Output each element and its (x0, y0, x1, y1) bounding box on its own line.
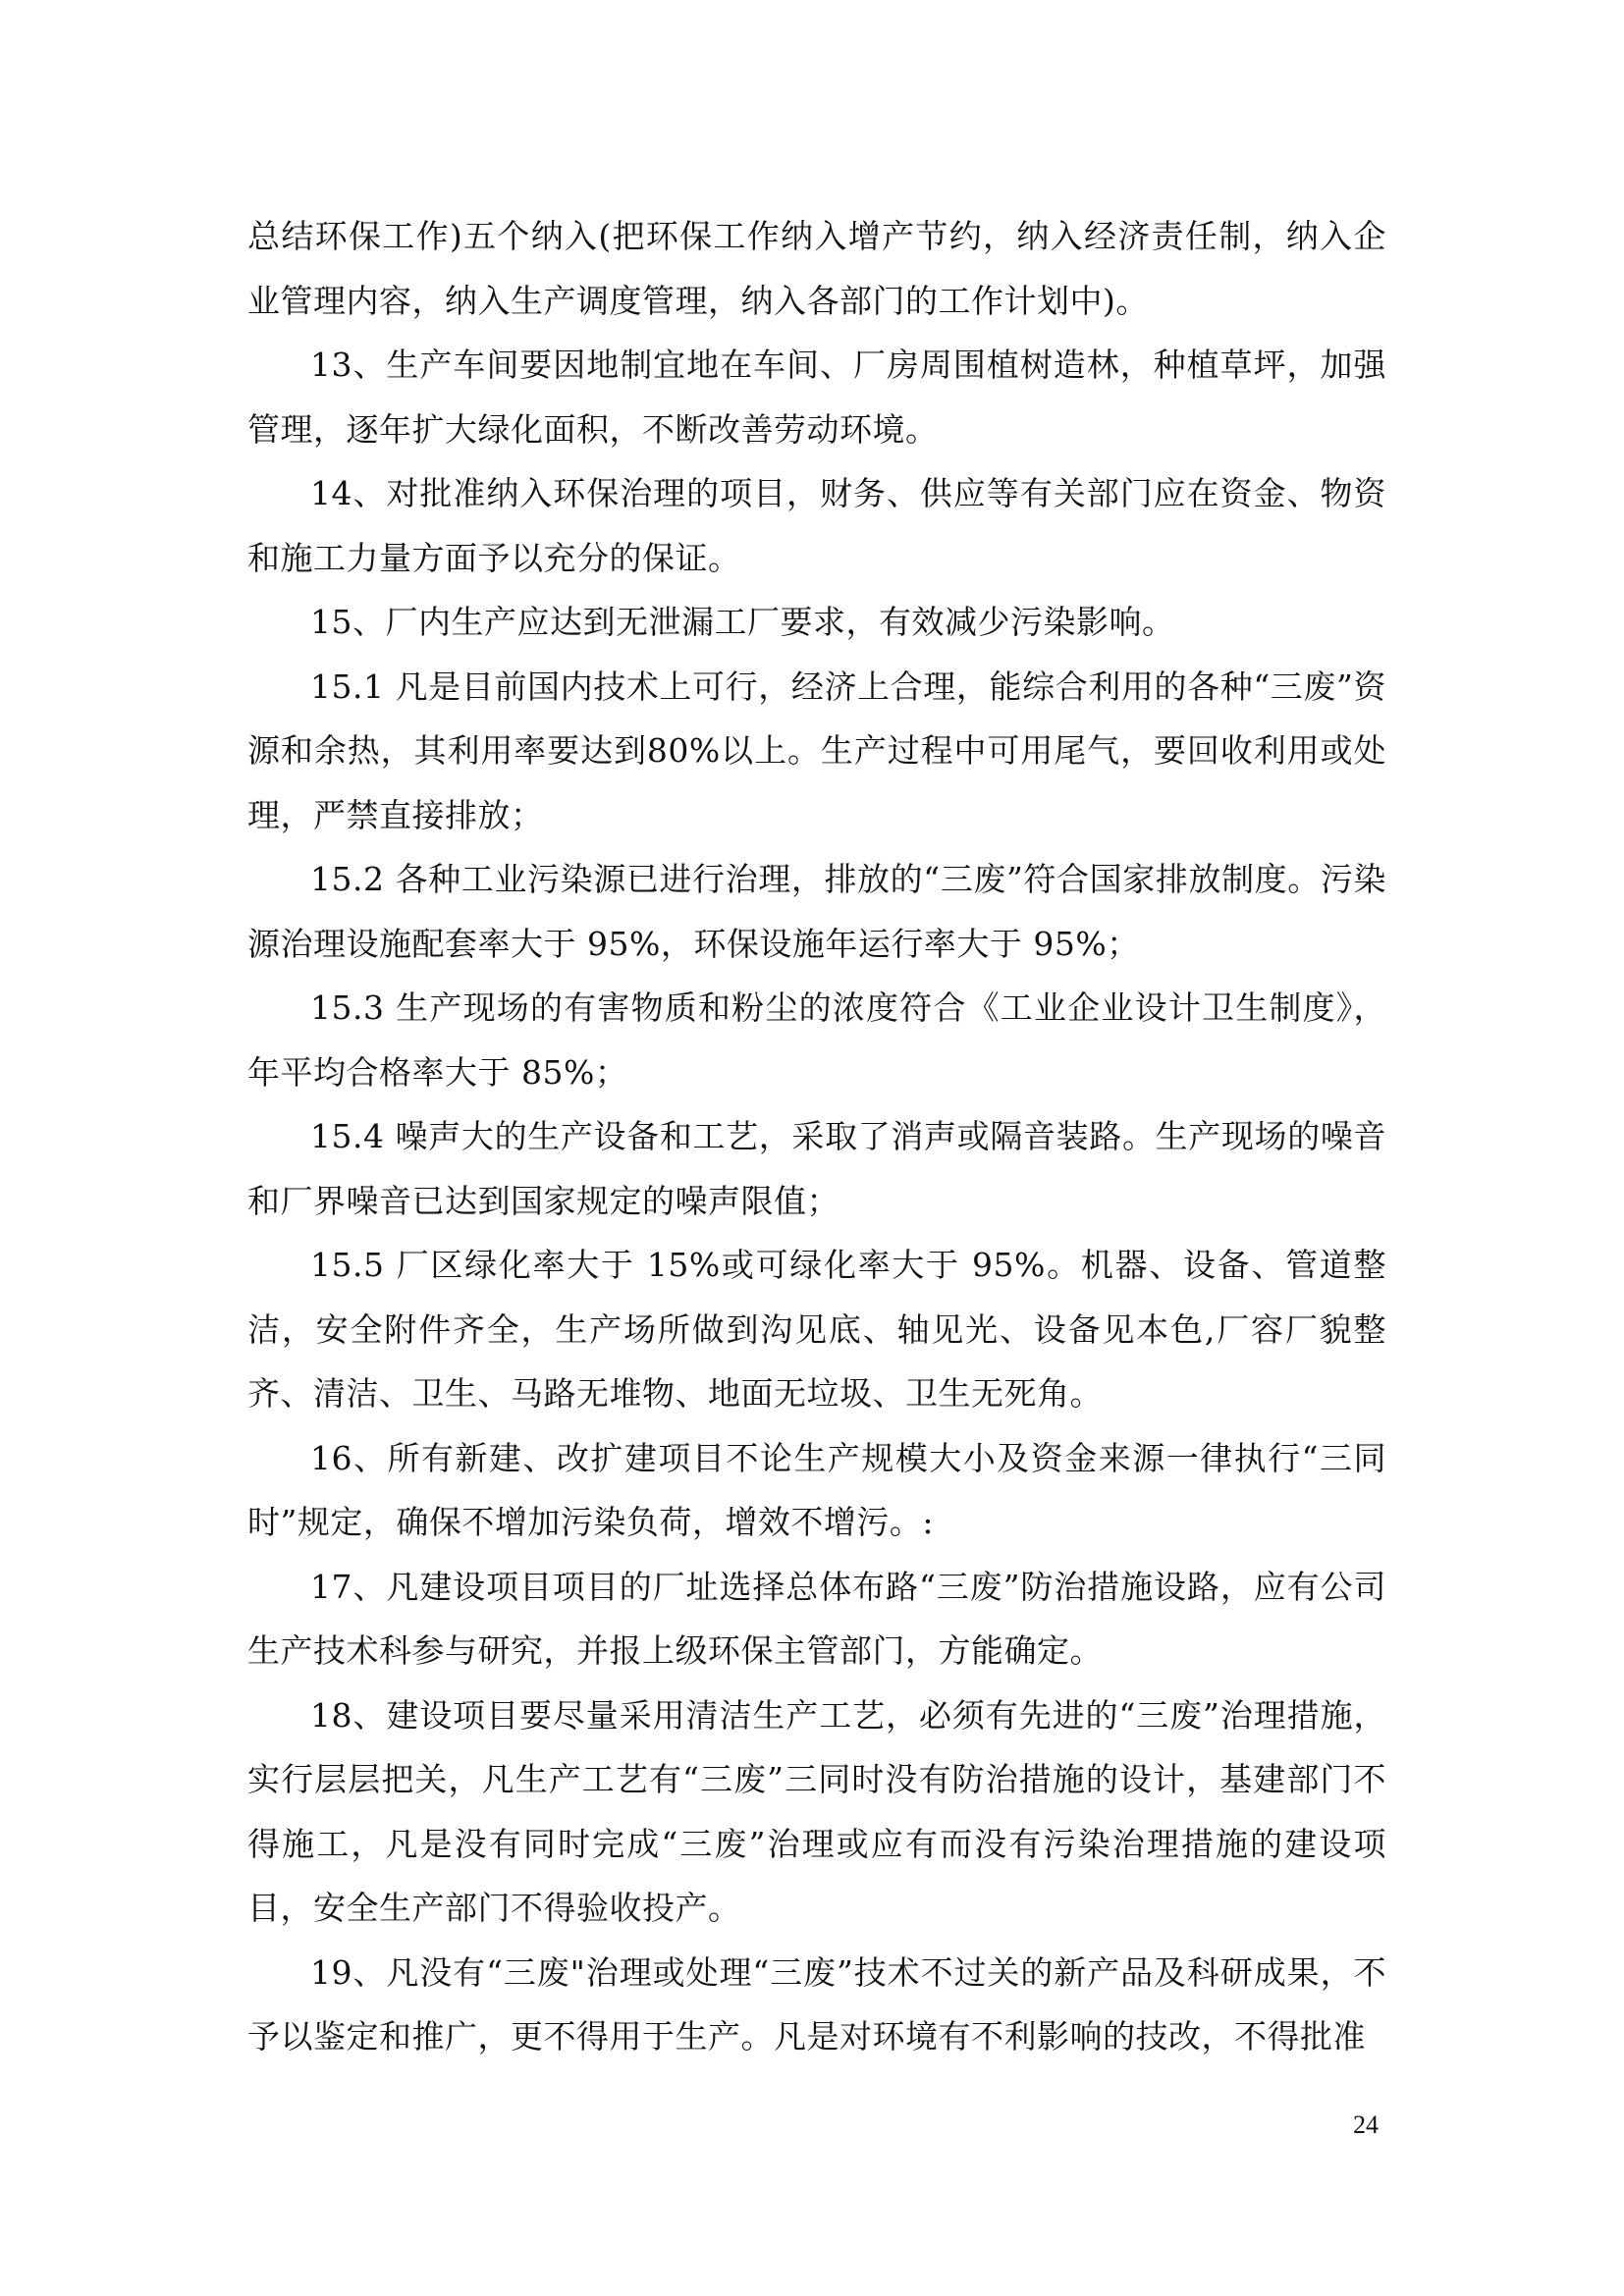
paragraph-continuation-intro: 总结环保工作)五个纳入(把环保工作纳入增产节约，纳入经济责任制，纳入企业管理内容，纳入生产调度管理，纳入各部门的工作计划中)。 (247, 217, 1386, 320)
paragraph-item-13: 13、生产车间要因地制宜地在车间、厂房周围植树造林，种植草坪，加强管理，逐年扩大绿化面积，不断改善劳动环境。 (247, 346, 1386, 449)
paragraph-item-15: 15、厂内生产应达到无泄漏工厂要求，有效减少污染影响。 (310, 603, 1175, 641)
paragraph-item-19: 19、凡没有“三废"治理或处理“三废”技术不过关的新产品及科研成果，不予以鉴定和推广，更不得用于生产。凡是对环境有不利影响的技改，不得批准 (247, 1952, 1386, 2056)
paragraph-item-15-1: 15.1 凡是目前国内技术上可行，经济上合理，能综合利用的各种“三废”资源和余热，其利用率要达到80%以上。生产过程中可用尾气，要回收利用或处理，严禁直接排放； (247, 667, 1386, 834)
paragraph-item-15-5: 15.5 厂区绿化率大于 15%或可绿化率大于 95%。机器、设备、管道整洁，安全附件齐全，生产场所做到沟见底、轴见光、设备见本色,厂容厂貌整齐、清洁、卫生、马路无堆物、地面无垃圾、卫生无死角。 (247, 1246, 1386, 1413)
paragraph-item-15-3: 15.3 生产现场的有害物质和粉尘的浓度符合《工业企业设计卫生制度》，年平均合格率大于 85%； (247, 988, 1386, 1092)
paragraph-item-17: 17、凡建设项目项目的厂址选择总体布路“三废”防治措施设路，应有公司生产技术科参与研究，并报上级环保主管部门，方能确定。 (247, 1567, 1386, 1670)
document-body (247, 204, 1386, 2069)
paragraph-item-16: 16、所有新建、改扩建项目不论生产规模大小及资金来源一律执行“三同时”规定，确保不增加污染负荷，增效不增污。: (247, 1438, 1386, 1541)
paragraph-item-15-4: 15.4 噪声大的生产设备和工艺，采取了消声或隔音装路。生产现场的噪音和厂界噪音已达到国家规定的噪声限值； (247, 1117, 1386, 1220)
page-number: 24 (1353, 2110, 1379, 2139)
paragraph-item-14: 14、对批准纳入环保治理的项目，财务、供应等有关部门应在资金、物资和施工力量方面予以充分的保证。 (247, 474, 1386, 577)
paragraph-item-15-2: 15.2 各种工业污染源已进行治理，排放的“三废”符合国家排放制度。污染源治理设施配套率大于 95%，环保设施年运行率大于 95%； (247, 860, 1386, 963)
paragraph-item-18: 18、建设项目要尽量采用清洁生产工艺，必须有先进的“三废”治理措施，实行层层把关，凡生产工艺有“三废”三同时没有防治措施的设计，基建部门不得施工，凡是没有同时完成“三废”治理或应有而没有污染治理措施的建设项目，安全生产部门不得验收投产。 (247, 1695, 1386, 1927)
